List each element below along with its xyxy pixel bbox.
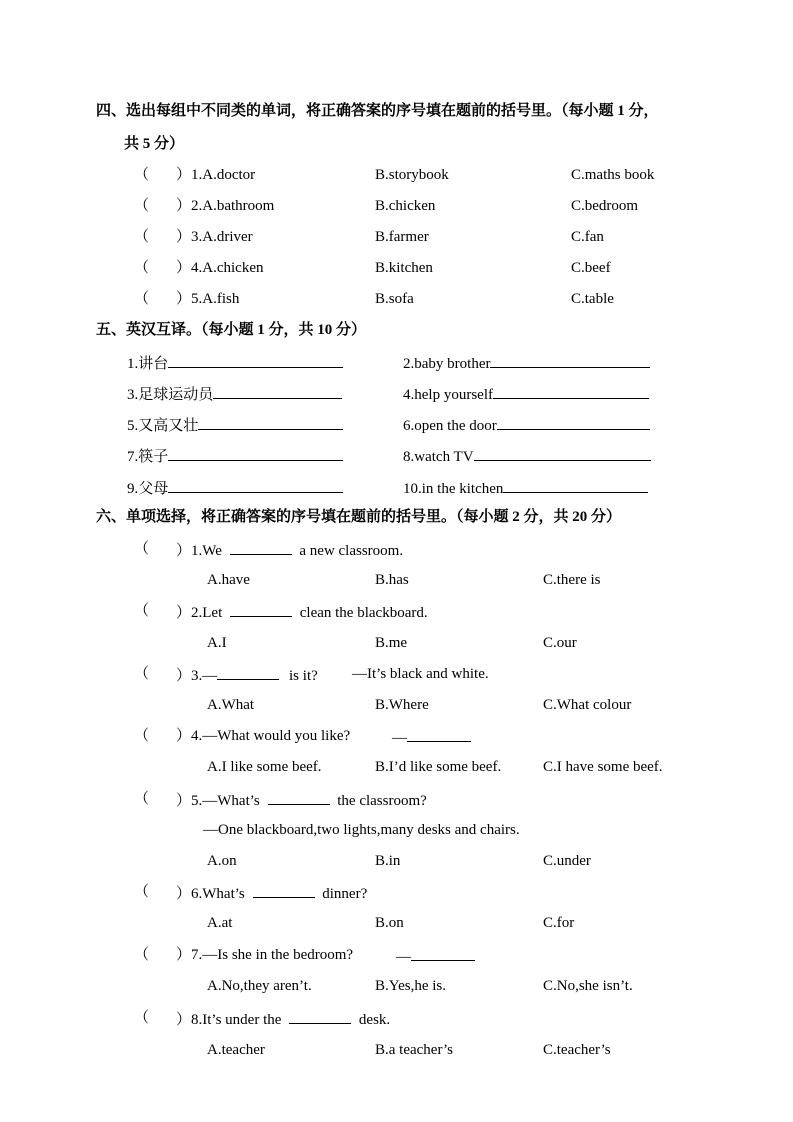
item-option-a: ）4.A.chicken — [176, 260, 264, 276]
blank-line[interactable] — [217, 665, 279, 680]
answer-line[interactable] — [168, 353, 343, 368]
translation-prompt: 4.help yourself — [403, 387, 493, 403]
answer-line[interactable] — [213, 384, 342, 399]
option-a: A.I — [207, 635, 227, 651]
answer-paren[interactable]: （ — [134, 603, 150, 619]
section4-heading-cont: 共 5 分） — [124, 136, 185, 152]
translation-item — [403, 384, 649, 404]
translation-prompt: 6.open the door — [403, 418, 497, 434]
item-option-b: B.farmer — [375, 229, 429, 245]
translation-prompt: 1.讲台 — [127, 356, 169, 372]
item-option-b: B.sofa — [375, 291, 414, 307]
question-response: — — [396, 949, 411, 965]
item-option-c: C.table — [571, 291, 614, 307]
blank-line[interactable] — [253, 883, 315, 898]
option-b: B.I’d like some beef. — [375, 759, 502, 775]
question-response-line — [396, 946, 475, 966]
answer-paren[interactable]: （ — [134, 947, 150, 963]
translation-item — [403, 415, 650, 435]
answer-line[interactable] — [490, 353, 650, 368]
option-c: C.under — [543, 853, 591, 869]
translation-prompt: 5.又高又壮 — [127, 418, 199, 434]
option-b: B.on — [375, 915, 404, 931]
translation-prompt: 7.筷子 — [127, 449, 169, 465]
blank-line[interactable] — [407, 727, 471, 742]
option-b: B.Yes,he is. — [375, 978, 446, 994]
item-option-b: B.storybook — [375, 167, 449, 183]
question-stem: ）4.—What would you like? — [176, 728, 351, 744]
item-option-c: C.bedroom — [571, 198, 639, 214]
section5-heading: 五、英汉互译。（每小题 1 分，共 10 分） — [96, 322, 367, 338]
translation-item — [127, 384, 342, 404]
option-c: C.I have some beef. — [543, 759, 663, 775]
option-c: C.there is — [543, 572, 601, 588]
option-b: B.in — [375, 853, 401, 869]
option-c: C.No,she isn’t. — [543, 978, 633, 994]
question-5 — [176, 790, 427, 810]
option-c: C.What colour — [543, 697, 632, 713]
blank-line[interactable] — [230, 602, 292, 617]
translation-item — [127, 446, 343, 466]
item-option-a: ）2.A.bathroom — [176, 198, 275, 214]
option-a: A.at — [207, 915, 233, 931]
question-8 — [176, 1009, 390, 1029]
answer-paren[interactable]: （ — [134, 1010, 150, 1026]
option-a: A.No,they aren’t. — [207, 978, 312, 994]
option-a: A.have — [207, 572, 250, 588]
option-c: C.our — [543, 635, 577, 651]
translation-item — [127, 478, 343, 498]
translation-item — [127, 353, 343, 373]
translation-item — [403, 446, 651, 466]
blank-line[interactable] — [268, 790, 330, 805]
answer-paren[interactable]: （ — [134, 541, 150, 557]
question-stem: ）2.Let — [176, 605, 223, 621]
item-option-b: B.kitchen — [375, 260, 433, 276]
translation-item — [403, 353, 650, 373]
answer-paren[interactable]: （ — [134, 884, 150, 900]
question-stem: ）1.We — [176, 543, 222, 559]
option-c: C.teacher’s — [543, 1042, 611, 1058]
translation-item — [403, 478, 648, 498]
answer-line[interactable] — [493, 384, 649, 399]
translation-item — [127, 415, 343, 435]
option-b: B.has — [375, 572, 409, 588]
translation-prompt: 2.baby brother — [403, 356, 491, 372]
answer-paren[interactable]: （ — [134, 229, 150, 245]
translation-prompt: 8.watch TV — [403, 449, 474, 465]
question-response: — — [392, 730, 407, 746]
answer-paren[interactable]: （ — [134, 728, 150, 744]
answer-paren[interactable]: （ — [134, 666, 150, 682]
item-option-a: ）1.A.doctor — [176, 167, 256, 183]
question-stem-end: desk. — [358, 1012, 391, 1028]
translation-prompt: 3.足球运动员 — [127, 387, 214, 403]
question-stem-end: a new classroom. — [299, 543, 404, 559]
question-3 — [176, 665, 318, 685]
answer-line[interactable] — [474, 446, 651, 461]
answer-paren[interactable]: （ — [134, 791, 150, 807]
answer-paren[interactable]: （ — [134, 167, 150, 183]
answer-paren[interactable]: （ — [134, 198, 150, 214]
item-option-b: B.chicken — [375, 198, 436, 214]
question-2 — [176, 602, 428, 622]
question-stem: ）8.It’s under the — [176, 1012, 282, 1028]
question-stem-end: is it? — [289, 668, 318, 684]
option-b: B.a teacher’s — [375, 1042, 454, 1058]
section6-heading: 六、单项选择，将正确答案的序号填在题前的括号里。（每小题 2 分，共 20 分） — [96, 509, 622, 525]
answer-line[interactable] — [168, 478, 343, 493]
option-a: A.I like some beef. — [207, 759, 322, 775]
question-stem-end: the classroom? — [337, 793, 427, 809]
answer-line[interactable] — [497, 415, 650, 430]
question-stem: ）6.What’s — [176, 886, 245, 902]
option-a: A.on — [207, 853, 237, 869]
section4-heading: 四、选出每组中不同类的单词，将正确答案的序号填在题前的括号里。（每小题 1 分， — [96, 103, 659, 119]
answer-paren[interactable]: （ — [134, 260, 150, 276]
question-stem: ）5.—What’s — [176, 793, 260, 809]
question-stem: ）3.— — [176, 668, 218, 684]
item-option-a: ）3.A.driver — [176, 229, 253, 245]
answer-line[interactable] — [503, 478, 648, 493]
blank-line[interactable] — [289, 1009, 351, 1024]
option-a: A.What — [207, 697, 255, 713]
option-b: B.Where — [375, 697, 429, 713]
question-stem-end: dinner? — [322, 886, 368, 902]
option-c: C.for — [543, 915, 575, 931]
translation-prompt: 10.in the kitchen — [403, 481, 504, 497]
answer-paren[interactable]: （ — [134, 291, 150, 307]
blank-line[interactable] — [230, 540, 292, 555]
answer-line[interactable] — [168, 446, 343, 461]
question-6 — [176, 883, 367, 903]
option-b: B.me — [375, 635, 408, 651]
item-option-c: C.maths book — [571, 167, 655, 183]
question-stem: ）7.—Is she in the bedroom? — [176, 947, 354, 963]
question-response: —One blackboard,two lights,many desks and chairs. — [203, 822, 520, 838]
item-option-a: ）5.A.fish — [176, 291, 240, 307]
question-stem-end: clean the blackboard. — [299, 605, 428, 621]
question-response: —It’s black and white. — [352, 666, 489, 682]
answer-line[interactable] — [198, 415, 343, 430]
question-response-line — [392, 727, 471, 747]
option-a: A.teacher — [207, 1042, 265, 1058]
translation-prompt: 9.父母 — [127, 481, 169, 497]
question-1 — [176, 540, 403, 560]
blank-line[interactable] — [411, 946, 475, 961]
item-option-c: C.fan — [571, 229, 604, 245]
item-option-c: C.beef — [571, 260, 611, 276]
